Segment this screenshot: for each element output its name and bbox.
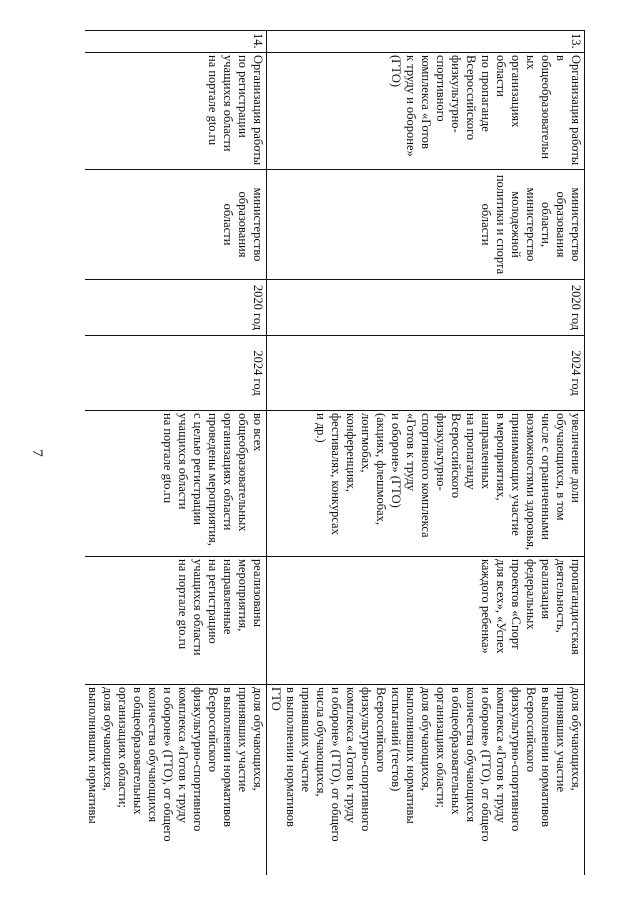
table-viewport bbox=[85, 30, 585, 875]
start-year-cell: 2020 год bbox=[267, 280, 585, 336]
page-number: 7 bbox=[29, 449, 45, 457]
expected-result-cell: во всех общеобразовательных организациях области проведены мероприятия, с целью регистрации учащихся области на портале gto.ru bbox=[85, 411, 267, 557]
indicator-cell: доля обучающихся, принявших участие в выполнении нормативов Всероссийского физкультурно-спортивного комплекса «Готов к труду и обороне» (ГТО), от общего количества обучающихся в общеобразовательных организациях области; доля обучающихся, выполнивших нормативы испытаний (тестов) Всероссийского физкультурно-спортивного комплекса «Готов к труду и обороне» (ГТО), от общего числа обучающихся, принявших участие в выполнении нормативов ГТО bbox=[267, 685, 585, 876]
table-row bbox=[85, 31, 267, 876]
indicator-cell: доля обучающихся, принявших участие в выполнении нормативов Всероссийского физкультурно-спортивного комплекса «Готов к труду и обороне» (ГТО), от общего количества обучающихся в общеобразовательных организациях области; доля обучающихся, выполнивших нормативы bbox=[85, 685, 267, 876]
linkage-cell: реализованы мероприятия, направленные на регистрацию учащихся области на портале gto.ru bbox=[85, 557, 267, 685]
measure-name-cell: Организация работы по регистрации учащихся области на портале gto.ru bbox=[85, 53, 267, 170]
end-year-cell: 2024 год bbox=[267, 336, 585, 411]
rotated-table-container bbox=[85, 30, 585, 875]
measure-name-cell: Организация работы в общеобразовательных организациях области по пропаганде Всероссийского физкультурно- спортивного комплекса «Готов к труду и обороне» (ГТО) bbox=[267, 53, 585, 170]
measures-table bbox=[85, 30, 585, 875]
row-number-cell: 14. bbox=[85, 31, 267, 53]
table-row bbox=[267, 31, 585, 876]
end-year-cell: 2024 год bbox=[85, 336, 267, 411]
linkage-cell: пропагандистская деятельность, реализация федеральных проектов «Спорт для всех», «Успех каждого ребенка» bbox=[267, 557, 585, 685]
executor-cell: министерство образования области bbox=[85, 170, 267, 280]
executor-cell: министерство образования области, министерство молодежной политики и спорта области bbox=[267, 170, 585, 280]
row-number-cell: 13. bbox=[267, 31, 585, 53]
expected-result-cell: увеличение доли обучающихся, в том числе с ограниченными возможностями здоровья, принимающих участие в мероприятиях, направленных на пропаганду Всероссийского физкультурно- спортивного комплекса «Готов к труду и обороне» (ГТО) (акциях, флешмобах, лонгмобах, конференциях, фестивалях, конкурсах и др.) bbox=[267, 411, 585, 557]
start-year-cell: 2020 год bbox=[85, 280, 267, 336]
